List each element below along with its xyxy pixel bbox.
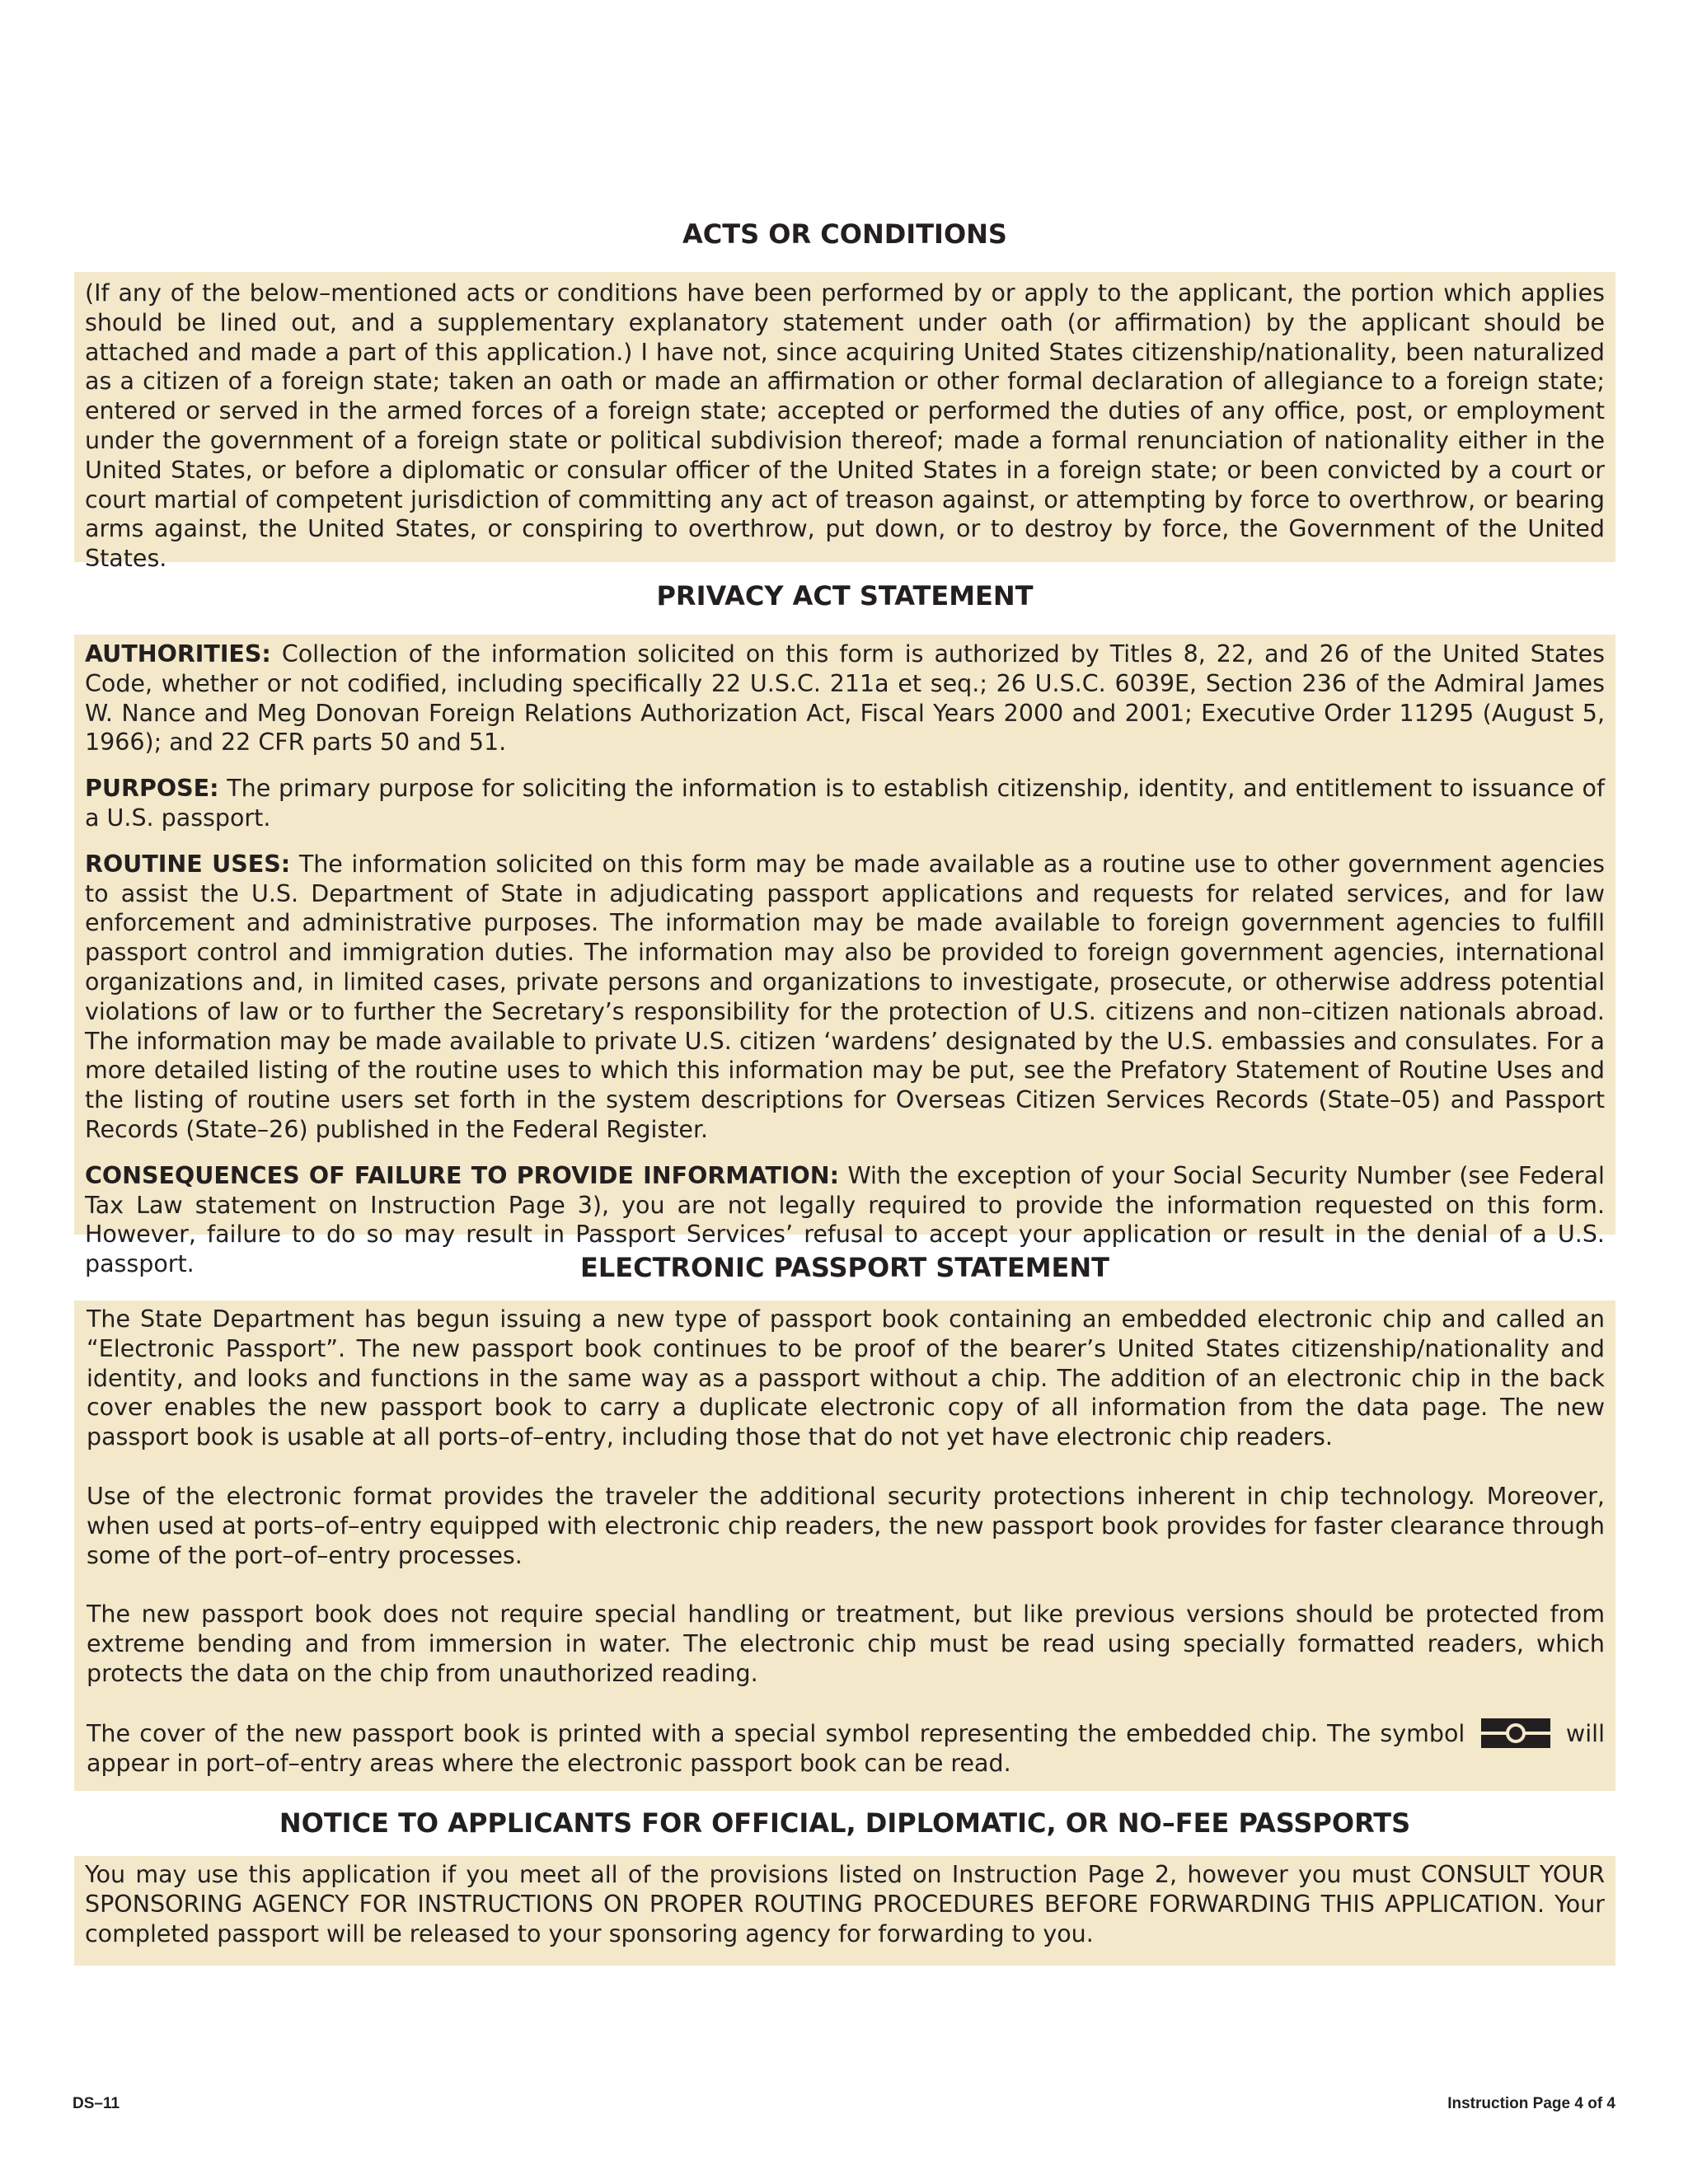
form-id: DS–11: [73, 2095, 120, 2112]
symbol-text-after: will appear in port–of–entry areas where the electronic passport book can be read.: [87, 1719, 1605, 1777]
epassport-chip-icon: [1481, 1718, 1550, 1748]
electronic-box: [74, 1301, 1615, 1791]
routine-uses-paragraph: [85, 850, 1605, 1145]
electronic-paragraph-1: The State Department has begun issuing a new type of passport book containing an embedded electronic chip and called an “Electronic Passport”. The new passport book continues to be proof of the bearer’s United States citizenship/nationality and identity, and looks and functions in the same way as a passport without a chip. The addition of an electronic chip in the back cover enables the new passport book to carry a duplicate electronic copy of all information from the data page. The new passport book is usable at all ports–of–entry, including those that do not yet have electronic chip readers.: [87, 1305, 1605, 1451]
authorities-label: AUTHORITIES:: [85, 640, 271, 668]
routine-uses-text: The information solicited on this form may be made available as a routine use to other government agencies to assist the U.S. Department of State in adjudicating passport applications and requests for related services, and for law enforcement and administrative purposes. The information may be made available to foreign government agencies to fulfill passport control and immigration duties. The information may also be provided to foreign government agencies, international organizations and, in limited cases, private persons and organizations to investigate, prosecute, or otherwise address potential violations of law or to further the Secretary’s responsibility for the protection of U.S. citizens and non–citizen nationals abroad. The information may be made available to private U.S. citizen ‘wardens’ designated by the U.S. embassies and consulates. For a more detailed listing of the routine uses to which this information may be put, see the Prefatory Statement of Routine Uses and the listing of routine users set forth in the system descriptions for Overseas Citizen Services Records (State–05) and Passport Records (State–26) published in the Federal Register.: [85, 850, 1605, 1143]
electronic-paragraph-3: The new passport book does not require special handling or treatment, but like previous versions should be protected from extreme bending and from immersion in water. The electronic chip must be read using specially formatted readers, which protects the data on the chip from unauthorized reading.: [87, 1601, 1605, 1687]
purpose-label: PURPOSE:: [85, 775, 219, 803]
acts-box: [74, 272, 1615, 573]
acts-heading: ACTS OR CONDITIONS: [682, 218, 1007, 250]
privacy-heading: PRIVACY ACT STATEMENT: [656, 580, 1034, 612]
purpose-paragraph: [85, 774, 1605, 833]
routine-uses-label: ROUTINE USES:: [85, 850, 291, 878]
consequences-text: With the exception of your Social Security Number (see Federal Tax Law statement on Instruction Page 3), you are not legally required to provide the information requested on this form. However, failure to do so may result in Passport Services’ refusal to accept your application or result in the denial of a U.S. passport.: [85, 1161, 1605, 1278]
electronic-heading: ELECTRONIC PASSPORT STATEMENT: [579, 1252, 1109, 1283]
consequences-label: CONSEQUENCES OF FAILURE TO PROVIDE INFORMATION:: [85, 1161, 839, 1189]
authorities-paragraph: [85, 640, 1605, 757]
purpose-text: The primary purpose for soliciting the information is to establish citizenship, identity, and entitlement to issuance of a U.S. passport.: [85, 775, 1606, 832]
notice-heading: NOTICE TO APPLICANTS FOR OFFICIAL, DIPLOMATIC, OR NO–FEE PASSPORTS: [279, 1807, 1411, 1839]
notice-text: You may use this application if you meet all of the provisions listed on Instruction Page 2, however you must CONSULT YOUR SPONSORING AGENCY FOR INSTRUCTIONS ON PROPER ROUTING PROCEDURES BEFORE FORWARDING THIS APPLICATION. Your completed passport will be released to your sponsoring agency for forwarding to you.: [85, 1861, 1605, 1947]
notice-box: [74, 1856, 1615, 1966]
acts-text: (If any of the below–mentioned acts or conditions have been performed by or apply to the applicant, the portion which applies should be lined out, and a supplementary explanatory statement under oath (or affirmation) by the applicant should be attached and made a part of this application.) I have not, since acquiring United States citizenship/nationality, been naturalized as a citizen of a foreign state; taken an oath or made an affirmation or other formal declaration of allegiance to a foreign state; entered or served in the armed forces of a foreign state; accepted or performed the duties of any office, post, or employment under the government of a foreign state or political subdivision thereof; made a formal renunciation of nationality either in the United States, or before a diplomatic or consular officer of the United States in a foreign state; or been convicted by a court or court martial of competent jurisdiction of committing any act of treason against, or attempting by force to overthrow, or bearing arms against, the United States, or conspiring to overthrow, put down, or to destroy by force, the Government of the United States.: [85, 279, 1605, 573]
electronic-paragraph-2: Use of the electronic format provides the traveler the additional security protections inherent in chip technology. Moreover, when used at ports–of–entry equipped with electronic chip readers, the new passport book provides for faster clearance through some of the port–of–entry processes.: [87, 1482, 1605, 1569]
symbol-text-before: The cover of the new passport book is printed with a special symbol representing the embedded chip. The symbol: [87, 1719, 1465, 1747]
page-number: Instruction Page 4 of 4: [1447, 2095, 1615, 2112]
electronic-paragraph-4: [87, 1718, 1605, 1779]
authorities-text: Collection of the information solicited on this form is authorized by Titles 8, 22, and 26 of the United States Code, whether or not codified, including specifically 22 U.S.C. 211a et seq.; 26 U.S.C. 6039E, Section 236 of the Admiral James W. Nance and Meg Donovan Foreign Relations Authorization Act, Fiscal Years 2000 and 2001; Executive Order 11295 (August 5, 1966); and 22 CFR parts 50 and 51.: [85, 640, 1605, 757]
